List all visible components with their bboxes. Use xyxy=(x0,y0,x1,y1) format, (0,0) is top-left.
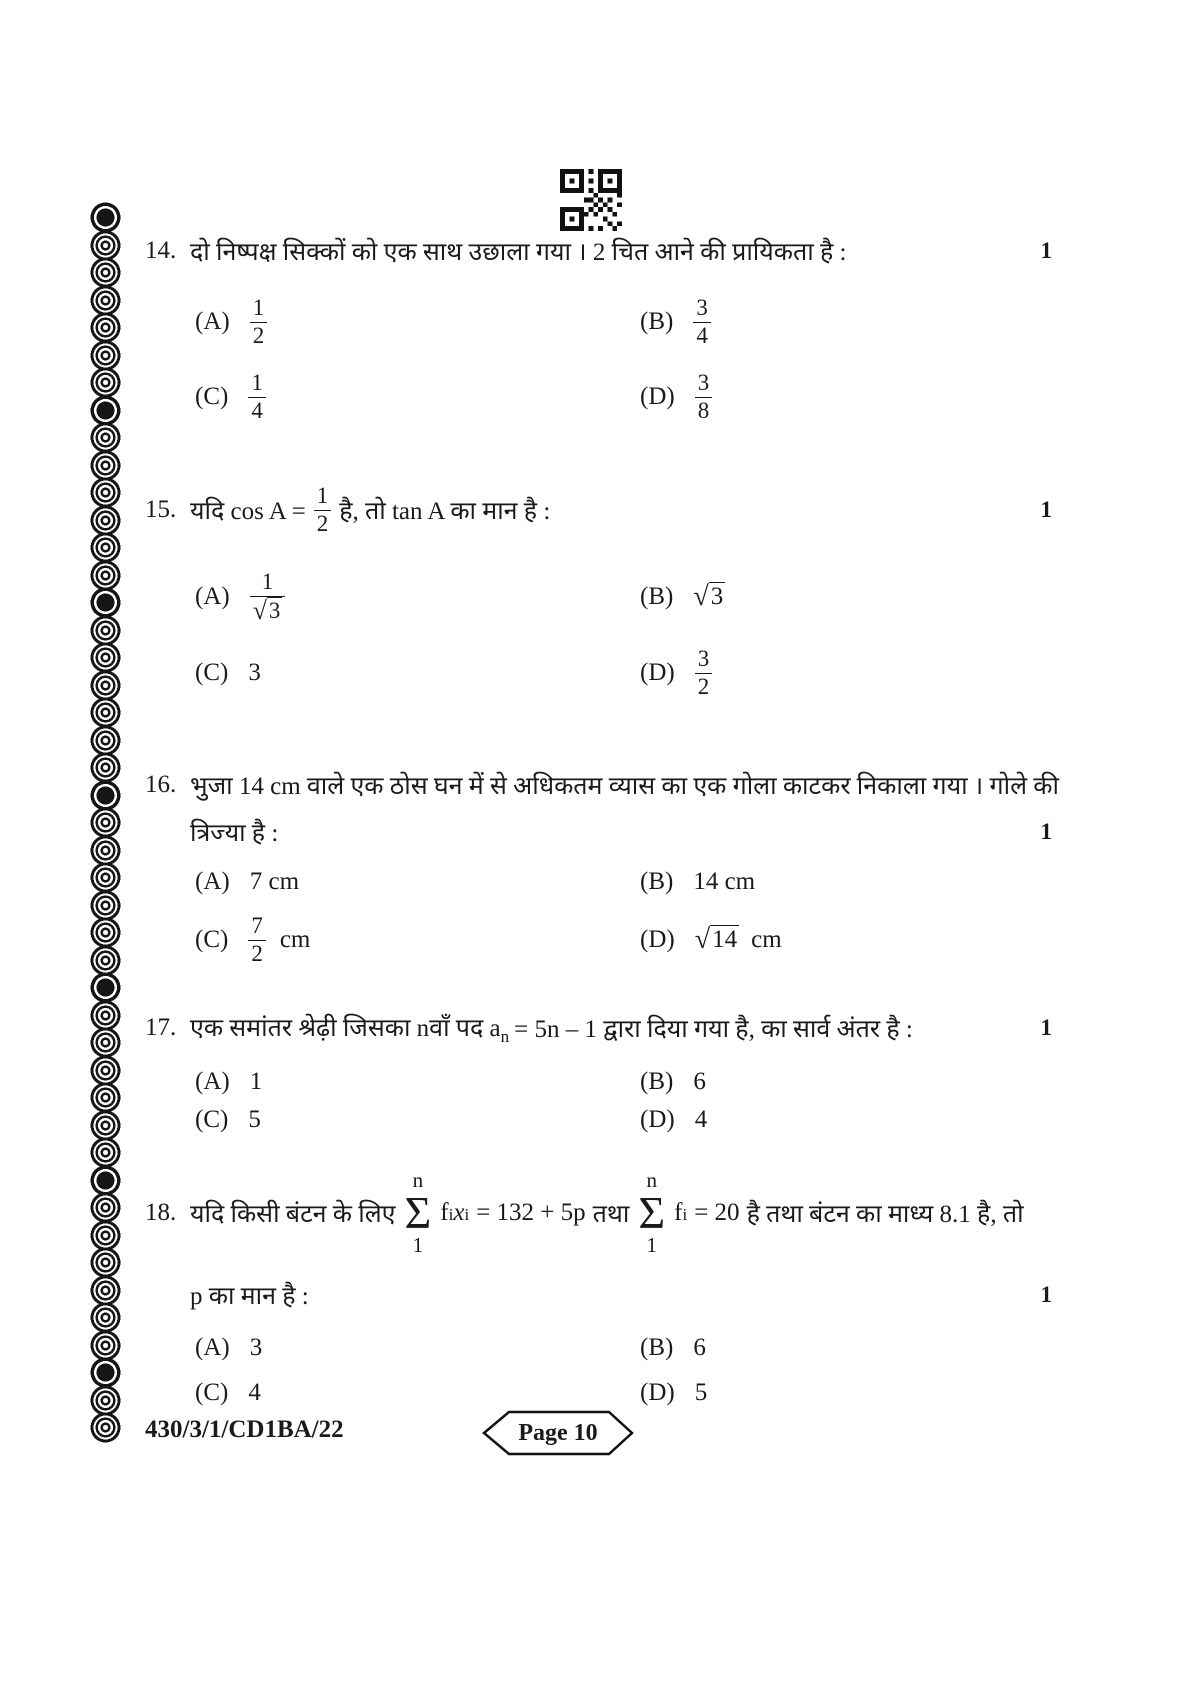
question-18-text-line2: p का मान है : xyxy=(190,1283,309,1310)
option-label: (D) xyxy=(640,1379,675,1406)
option-label: (B) xyxy=(640,308,674,335)
option-label: (A) xyxy=(195,868,230,895)
question-16-number: 16. xyxy=(145,771,177,798)
q16-option-d xyxy=(640,900,782,980)
option-value: 5 xyxy=(248,1106,261,1133)
question-14-marks: 1 xyxy=(1040,238,1052,263)
summation-symbol: n Σ 1 xyxy=(404,1168,432,1257)
option-label: (A) xyxy=(195,308,230,335)
question-16-row-1 xyxy=(0,765,1190,805)
option-fraction: $\frac{3}{8}$ xyxy=(695,370,713,424)
sqrt-icon: √ xyxy=(694,924,711,956)
question-15-marks: 1 xyxy=(1040,497,1052,522)
q17-option-c xyxy=(195,1080,261,1160)
sigma-icon: Σ xyxy=(404,1187,432,1239)
option-label: (B) xyxy=(640,583,674,610)
question-15-number: 15. xyxy=(145,496,177,523)
q14-option-b xyxy=(640,282,711,362)
sqrt-expression: √ 14 xyxy=(694,924,738,956)
summation-expression: f i x i = 132 + 5p xyxy=(440,1199,586,1226)
summation-symbol: n Σ 1 xyxy=(638,1168,666,1257)
sqrt-expression: √ 3 xyxy=(693,581,724,613)
option-label: (B) xyxy=(640,1334,674,1361)
q18-option-d xyxy=(640,1353,707,1433)
option-label: (B) xyxy=(640,1068,674,1095)
option-value: 4 xyxy=(248,1379,261,1406)
option-value: 4 xyxy=(694,1106,708,1133)
question-18-row-1 xyxy=(0,1165,1190,1261)
q14-option-d xyxy=(640,357,712,437)
question-14-row xyxy=(0,231,1190,271)
option-label: (D) xyxy=(640,383,675,410)
option-label: (D) xyxy=(640,659,675,686)
option-unit: cm xyxy=(751,926,782,953)
option-value: 5 xyxy=(694,1379,708,1406)
q14-option-a xyxy=(195,282,267,362)
question-15-options-row-1 xyxy=(0,557,1190,637)
inline-fraction: $\frac{1}{2}$ xyxy=(314,483,332,537)
question-18-number: 18. xyxy=(145,1199,177,1226)
page-number-badge xyxy=(482,1409,634,1457)
option-label: (B) xyxy=(640,868,674,895)
sqrt-icon: √ xyxy=(693,581,709,613)
option-value: 3 xyxy=(249,1334,263,1361)
option-fraction: $\frac{3}{2}$ xyxy=(695,646,713,700)
page-number-label: Page 10 xyxy=(518,1419,598,1446)
option-label: (C) xyxy=(195,1106,229,1133)
option-fraction: 1 √ 3 xyxy=(250,569,286,625)
option-unit: cm xyxy=(279,926,311,953)
q15-option-c xyxy=(195,633,261,713)
paper-code: 430/3/1/CD1BA/22 xyxy=(145,1416,344,1443)
question-18-text: यदि किसी बंटन के लिए n Σ 1 f i x i = 132 + 5p तथा n Σ 1 f i = 20 है तथा बंटन का माध्य 8.1 है, तो xyxy=(190,1168,1024,1257)
sqrt-icon: √ xyxy=(252,595,267,625)
option-label: (A) xyxy=(195,583,230,610)
binding-mark-filled xyxy=(90,202,121,233)
option-fraction: $\frac{1}{2}$ xyxy=(250,295,268,349)
option-fraction: $\frac{3}{4}$ xyxy=(693,295,711,349)
question-16-options-row-2 xyxy=(0,900,1190,980)
question-16-text-line1: भुजा 14 cm वाले एक ठोस घन में से अधिकतम व्यास का एक गोला काटकर निकाला गया । गोले की xyxy=(190,773,1059,800)
option-label: (C) xyxy=(195,926,229,953)
option-label: (A) xyxy=(195,1068,230,1095)
qr-code xyxy=(560,167,622,233)
option-value: 7 cm xyxy=(249,868,300,895)
binding-mark-ring xyxy=(90,450,121,481)
option-label: (C) xyxy=(195,659,229,686)
question-15-row xyxy=(0,478,1190,542)
q14-option-c xyxy=(195,357,266,437)
question-15-options-row-2 xyxy=(0,633,1190,713)
option-value: 6 xyxy=(693,1334,706,1361)
question-16-text-line2: त्रिज्या है : xyxy=(190,820,279,847)
q16-option-c xyxy=(195,900,310,980)
option-label: (A) xyxy=(195,1334,230,1361)
option-label: (D) xyxy=(640,926,675,953)
option-value: 1 xyxy=(249,1068,263,1095)
option-fraction: $\frac{1}{4}$ xyxy=(248,370,266,424)
option-fraction: $\frac{7}{2}$ xyxy=(248,913,266,967)
binding-mark-ring xyxy=(90,725,121,756)
option-label: (C) xyxy=(195,1379,229,1406)
question-14-options-row-2 xyxy=(0,357,1190,437)
option-value: 6 xyxy=(693,1068,706,1095)
question-16-marks: 1 xyxy=(1040,819,1052,844)
question-17-number: 17. xyxy=(145,1014,177,1041)
question-15-text: यदि cos A = $\frac{1}{2}$ है, तो tan A का मान है : xyxy=(190,483,551,536)
option-label: (D) xyxy=(640,1106,675,1133)
q17-option-d xyxy=(640,1080,707,1160)
q15-option-b xyxy=(640,557,725,637)
sqrt-expression: √ 3 xyxy=(252,595,281,625)
q15-option-d xyxy=(640,633,712,713)
sigma-icon: Σ xyxy=(638,1187,666,1239)
option-value: 3 xyxy=(248,659,261,686)
question-14-number: 14. xyxy=(145,237,177,264)
question-14-options-row-1 xyxy=(0,282,1190,362)
question-18-marks: 1 xyxy=(1040,1282,1052,1307)
question-17-options-row-2 xyxy=(0,1080,1190,1160)
subscript-n: n xyxy=(500,1026,510,1046)
question-17-marks: 1 xyxy=(1040,1015,1052,1040)
question-14-text: दो निष्पक्ष सिक्कों को एक साथ उछाला गया । 2 चित आने की प्रायिकता है : xyxy=(190,239,847,266)
summation-expression: f i = 20 xyxy=(674,1199,740,1226)
question-17-text: एक समांतर श्रेढ़ी जिसका nवाँ पद $a_n$ = 5n – 1 द्वारा दिया गया है, का सार्व अंतर है : xyxy=(190,1014,913,1046)
option-label: (C) xyxy=(195,383,229,410)
q15-option-a xyxy=(195,557,285,637)
option-value: 14 cm xyxy=(693,868,756,895)
